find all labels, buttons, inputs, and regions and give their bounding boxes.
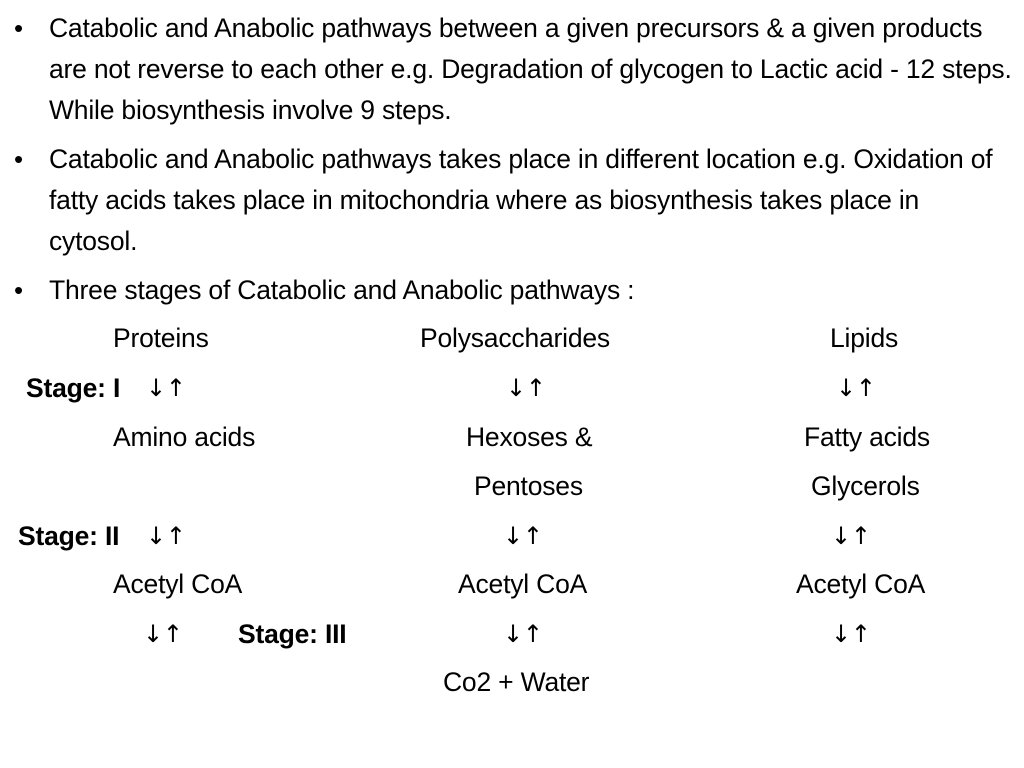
bullet-text: Catabolic and Anabolic pathways takes place in different location e.g. Oxidation of fatty acids takes place in mitochondria where as biosynthesis takes place in cytosol. [49, 144, 993, 256]
acetyl-coa-lipids-label: Acetyl CoA [796, 569, 926, 599]
polysaccharides-label: Polysaccharides [420, 323, 610, 353]
proteins-label: Proteins [113, 323, 209, 353]
stage-1-proteins-arrows-icon: ↓↑ [146, 374, 186, 402]
stage-1-label: Stage: I [26, 373, 121, 403]
bullet-text: Catabolic and Anabolic pathways between a given precursors & a given products are not reverse to each other e.g. Degradation of glycogen to Lactic acid - 12 steps. While biosynthesis involve 9 steps. [49, 13, 1012, 125]
stage-2-polysaccharides-arrows-icon: ↓↑ [503, 522, 543, 550]
pentoses-label: Pentoses [474, 471, 583, 501]
bullet-text: Three stages of Catabolic and Anabolic pathways : [49, 275, 635, 305]
acetyl-coa-polysaccharides-label: Acetyl CoA [458, 569, 588, 599]
bullet-glyph: • [14, 144, 23, 174]
fatty-acids-label: Fatty acids [804, 422, 930, 452]
glycerols-label: Glycerols [811, 471, 920, 501]
lipids-label: Lipids [830, 323, 899, 353]
stage-3-lipids-arrows-icon: ↓↑ [831, 620, 871, 648]
bullet-item-pathways-not-reverse [0, 8, 1024, 131]
stage-1-lipids-arrows-icon: ↓↑ [836, 374, 876, 402]
amino-acids-label: Amino acids [113, 422, 256, 452]
bullet-item-three-stages [0, 270, 1024, 311]
stage-2-lipids-arrows-icon: ↓↑ [831, 522, 871, 550]
bullet-glyph: • [14, 275, 23, 305]
bullet-item-different-location [0, 139, 1024, 262]
final-product-label: Co2 + Water [443, 667, 590, 697]
stage-3-proteins-arrows-icon: ↓↑ [143, 620, 183, 648]
stage-2-proteins-arrows-icon: ↓↑ [146, 522, 186, 550]
stage-2-label: Stage: II [18, 521, 120, 551]
stage-3-polysaccharides-arrows-icon: ↓↑ [503, 620, 543, 648]
hexoses-label: Hexoses & [466, 422, 593, 452]
stage-3-label: Stage: III [238, 619, 347, 649]
bullet-glyph: • [14, 13, 23, 43]
acetyl-coa-proteins-label: Acetyl CoA [113, 569, 243, 599]
bullet-list [0, 8, 1024, 311]
stage-1-polysaccharides-arrows-icon: ↓↑ [506, 374, 546, 402]
